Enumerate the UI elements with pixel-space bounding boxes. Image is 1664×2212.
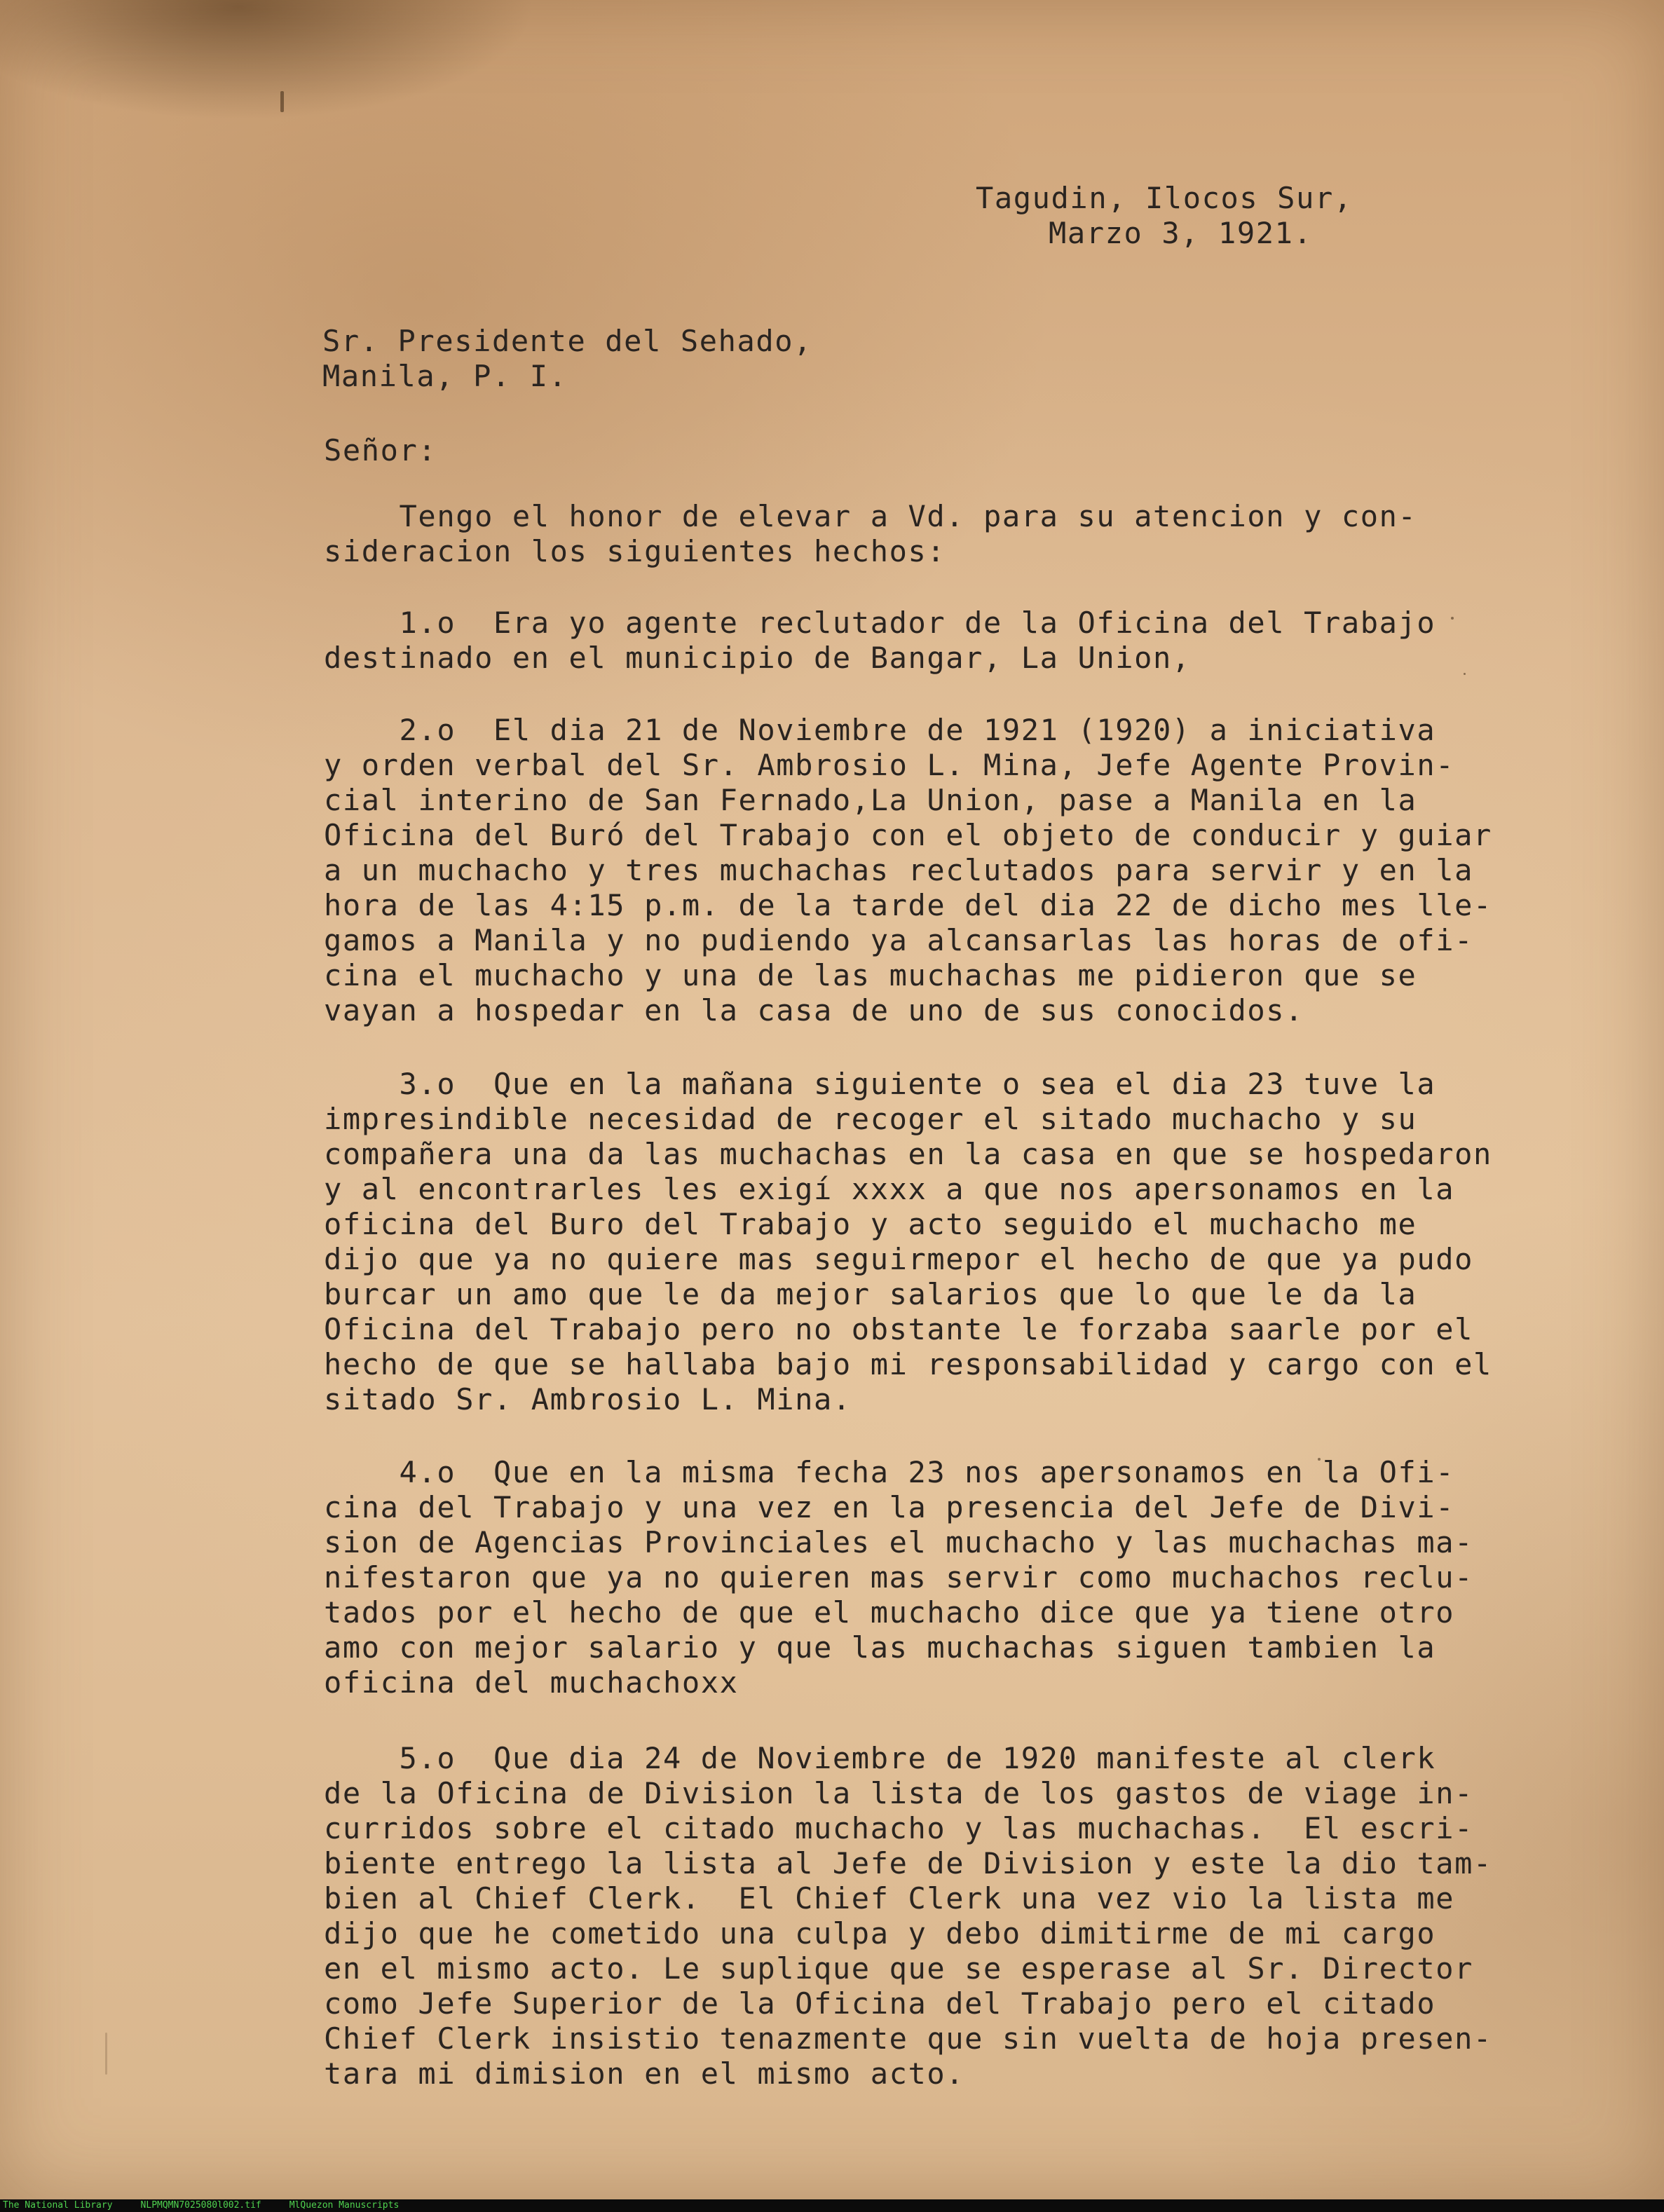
paragraph-4: 4.o Que en la misma fecha 23 nos apersonamos en la Ofi- cina del Trabajo y una vez en la presencia del Jefe de Divi- sion de Agencias Provinciales el muchacho y las muchachas ma- nifestaron que ya no quieren mas servir como muchachos reclu- tados por el hecho de que el muchacho dice que ya tiene otro amo con mejor salario y que las muchachas siguen tambien la oficina del muchachoxx [324,1455,1474,1700]
date-line: Marzo 3, 1921. [1049,216,1313,250]
recipient-line-1: Sr. Presidente del Sehado, [322,324,813,358]
paragraph-5: 5.o Que dia 24 de Noviembre de 1920 manifeste al clerk de la Oficina de Division la lista de los gastos de viage in- curridos sobre el citado muchacho y las muchachas. El escri- biente entrego la lista al Jefe de Division y este la dio tam- bien al Chief Clerk. El Chief Clerk una vez vio la lista me dijo que he cometido una culpa y debo dimitirme de mi cargo en el mismo acto. Le suplique que se esperase al Sr. Director como Jefe Superior de la Oficina del Trabajo pero el citado Chief Clerk insistio tenazmente que sin vuelta de hoja presen- tara mi dimision en el mismo acto. [324,1741,1492,2091]
paragraph-2: 2.o El dia 21 de Noviembre de 1921 (1920) a iniciativa y orden verbal del Sr. Ambrosio L. Mina, Jefe Agente Provin- cial interino de San Fernado,La Union, pase a Manila en la Oficina del Buró del Trabajo con el objeto de conducir y guiar a un muchacho y tres muchachas reclutados para servir y en la hora de las 4:15 p.m. de la tarde del dia 22 de dicho mes lle- gamos a Manila y no pudiendo ya alcansarlas las horas de ofi- cina el muchacho y una de las muchachas me pidieron que se vayan a hospedar en la casa de uno de sus conocidos. [324,713,1492,1028]
recipient-address [322,324,812,394]
paper-speck [105,2033,107,2075]
footer-filename: NLPMQMN7025080l002.tif [140,2200,261,2211]
letter-heading [976,181,1353,251]
recipient-line-2: Manila, P. I. [322,359,568,393]
footer-library: The National Library [3,2200,113,2211]
footer-collection: MlQuezon Manuscripts [289,2200,400,2211]
salutation: Señor: [324,433,437,467]
place-line: Tagudin, Ilocos Sur, [976,181,1353,215]
paper-speck [280,91,284,112]
intro-paragraph: Tengo el honor de elevar a Vd. para su atencion y con- sideracion los siguientes hechos: [324,499,1417,568]
scan-footer-bar [0,2199,1664,2212]
paragraph-3: 3.o Que en la mañana siguiente o sea el dia 23 tuve la impresindible necesidad de recoger el sitado muchacho y su compañera una da las muchachas en la casa en que se hospedaron y al encontrarles les exigí xxxx a que nos apersonamos en la oficina del Buro del Trabajo y acto seguido el muchacho me dijo que ya no quiere mas seguirmepor el hecho de que ya pudo burcar un amo que le da mejor salarios que lo que le da la Oficina del Trabajo pero no obstante le forzaba saarle por el hecho de que se hallaba bajo mi responsabilidad y cargo con el sitado Sr. Ambrosio L. Mina. [324,1067,1492,1416]
paper-speck [1464,673,1466,675]
paragraph-1: 1.o Era yo agente reclutador de la Oficina del Trabajo destinado en el municipio de Bangar, La Union, [324,606,1436,675]
paper-speck [1451,617,1454,620]
